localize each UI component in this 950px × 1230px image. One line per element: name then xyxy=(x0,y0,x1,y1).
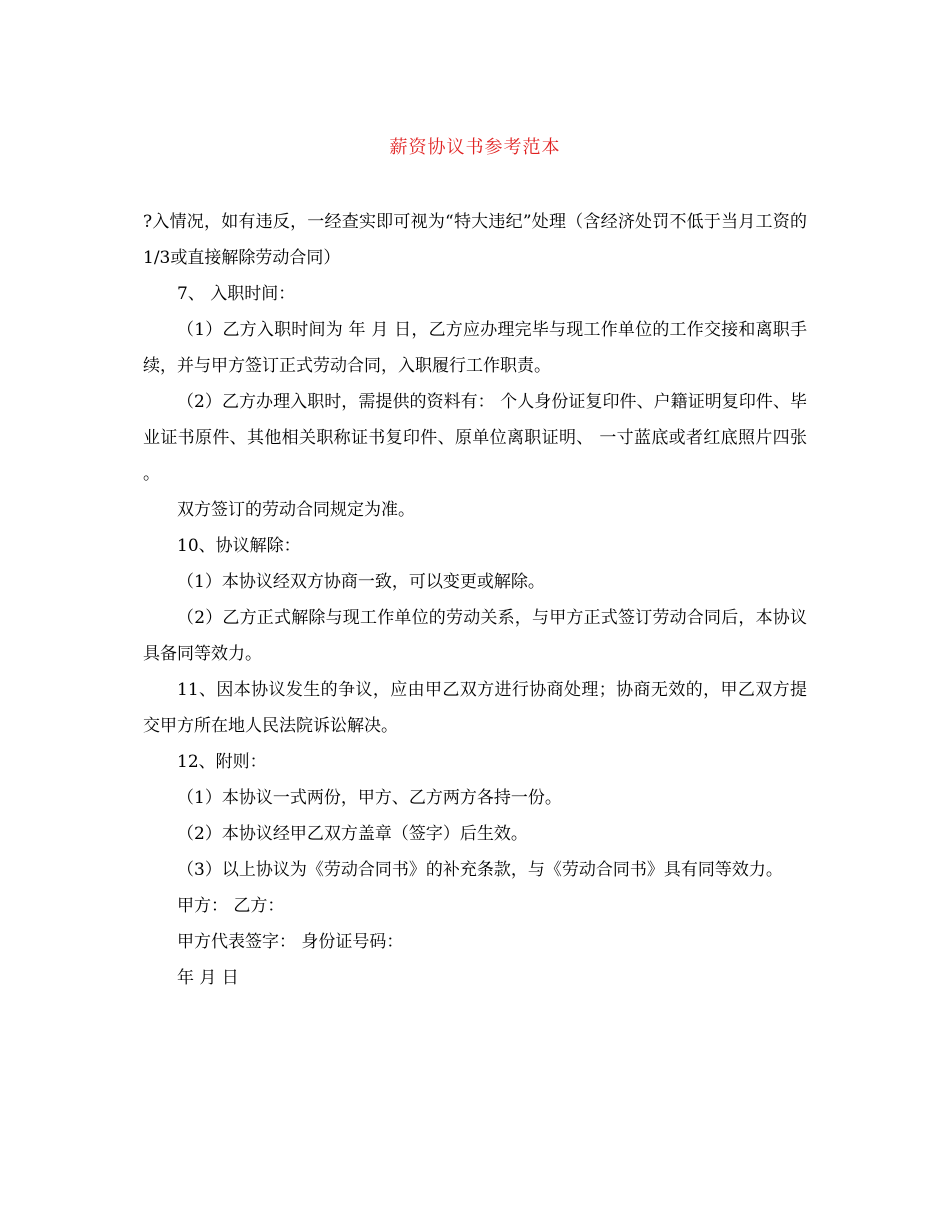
section-10-item-2: （2）乙方正式解除与现工作单位的劳动关系，与甲方正式签订劳动合同后，本协议具备同等效力。 xyxy=(143,608,807,664)
signature-parties: 甲方： 乙方： xyxy=(177,896,285,916)
section-7-item-2: （2）乙方办理入职时，需提供的资料有： 个人身份证复印件、户籍证明复印件、毕业证书原件、其他相关职称证书复印件、原单位离职证明、 一寸蓝底或者红底照片四张 。 xyxy=(143,392,807,484)
section-12-heading: 12、附则： xyxy=(177,752,267,772)
section-7-item-1: （1）乙方入职时间为 年 月 日，乙方应办理完毕与现工作单位的工作交接和离职手续，并与甲方签订正式劳动合同，入职履行工作职责。 xyxy=(143,320,807,376)
paragraph-continuation: ?入情况，如有违反，一经查实即可视为“特大违纪”处理（含经济处罚不低于当月工资的1/3或直接解除劳动合同） xyxy=(143,212,807,268)
section-11-text: 11、因本协议发生的争议，应由甲乙双方进行协商处理；协商无效的，甲乙双方提交甲方所在地人民法院诉讼解决。 xyxy=(143,680,807,736)
document-body xyxy=(143,204,807,996)
section-10-item-1: （1）本协议经双方协商一致，可以变更或解除。 xyxy=(177,572,545,592)
section-7-heading: 7、 入职时间： xyxy=(177,284,296,304)
signature-date: 年 月 日 xyxy=(177,968,239,988)
section-12-item-3: （3）以上协议为《劳动合同书》的补充条款，与《劳动合同书》具有同等效力。 xyxy=(177,860,783,880)
section-10-heading: 10、协议解除： xyxy=(177,536,301,556)
section-12-item-2: （2）本协议经甲乙双方盖章（签字）后生效。 xyxy=(177,824,528,844)
paragraph-contract-rule: 双方签订的劳动合同规定为准。 xyxy=(177,500,415,520)
signature-representative: 甲方代表签字： 身份证号码： xyxy=(177,932,404,952)
document-title: 薪资协议书参考范本 xyxy=(389,137,561,158)
section-12-item-1: （1）本协议一式两份，甲方、乙方两方各持一份。 xyxy=(177,788,562,808)
